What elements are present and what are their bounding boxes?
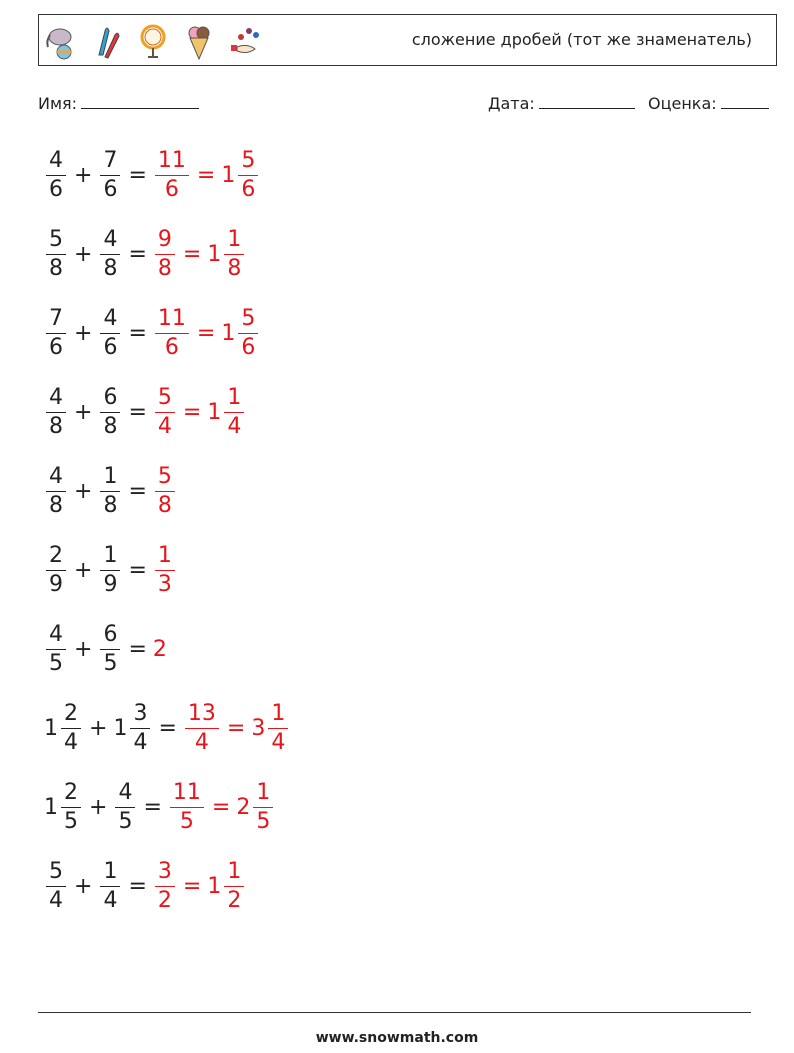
- addend-1: [44, 858, 68, 913]
- answer: [183, 700, 290, 755]
- ring-of-fire-icon: [137, 21, 169, 61]
- fraction: [155, 542, 175, 597]
- numerator: 4: [46, 466, 66, 492]
- problem-row: [44, 382, 246, 442]
- equals-sign: =: [128, 162, 147, 188]
- plus-sign: +: [74, 873, 93, 899]
- denominator: 6: [241, 176, 256, 202]
- denominator: 8: [103, 413, 118, 439]
- addend-1: [44, 779, 83, 834]
- addend-2: [98, 858, 122, 913]
- numerator: 11: [170, 782, 204, 808]
- addend-2: [98, 384, 122, 439]
- ice-cream-cone-icon: [183, 21, 215, 61]
- answer-equals-sign: =: [196, 162, 216, 188]
- numerator: 13: [185, 703, 219, 729]
- plus-sign: +: [74, 162, 93, 188]
- addend-1: [44, 384, 68, 439]
- addend-2: [113, 779, 137, 834]
- addend-1: [44, 463, 68, 518]
- problem-row: [44, 856, 246, 916]
- fraction: [224, 226, 244, 281]
- grade-line[interactable]: [721, 94, 769, 109]
- fraction: [46, 621, 66, 676]
- denominator: 5: [49, 650, 63, 676]
- problem-row: [44, 145, 260, 205]
- numerator: 5: [155, 387, 175, 413]
- fraction: [100, 621, 120, 676]
- fraction: [155, 384, 175, 439]
- numerator: 5: [238, 308, 258, 334]
- numerator: 1: [100, 861, 120, 887]
- addend-1: [44, 226, 68, 281]
- denominator: 6: [241, 334, 256, 360]
- fraction: [238, 305, 258, 360]
- problem-row: [44, 698, 290, 758]
- numerator: 1: [100, 545, 120, 571]
- answer: [153, 542, 177, 597]
- equals-sign: =: [128, 557, 147, 583]
- answer-equals-sign: =: [182, 399, 202, 425]
- numerator: 3: [130, 703, 150, 729]
- denominator: 6: [103, 176, 118, 202]
- fraction: [100, 226, 120, 281]
- plus-sign: +: [89, 794, 108, 820]
- denominator: 4: [103, 887, 118, 913]
- date-field[interactable]: [488, 94, 635, 113]
- footer-divider: [38, 1012, 751, 1013]
- numerator: 1: [224, 861, 244, 887]
- plus-sign: +: [74, 320, 93, 346]
- denominator: 4: [64, 729, 78, 755]
- addend-2: [98, 542, 122, 597]
- denominator: 5: [64, 808, 78, 834]
- answer-equals-sign: =: [196, 320, 216, 346]
- answer: [153, 305, 260, 360]
- fraction: [238, 147, 258, 202]
- numerator: 9: [155, 229, 175, 255]
- denominator: 8: [103, 492, 118, 518]
- numerator: 4: [115, 782, 135, 808]
- fraction: [130, 700, 150, 755]
- numerator: 7: [100, 150, 120, 176]
- equals-sign: =: [128, 399, 147, 425]
- numerator: 1: [268, 703, 288, 729]
- name-field[interactable]: [38, 94, 199, 113]
- numerator: 6: [100, 624, 120, 650]
- equals-sign: =: [128, 478, 147, 504]
- numerator: 4: [46, 150, 66, 176]
- grade-field[interactable]: [648, 94, 769, 113]
- denominator: 8: [49, 413, 63, 439]
- fraction: [115, 779, 135, 834]
- numerator: 3: [155, 861, 175, 887]
- equals-sign: =: [128, 636, 147, 662]
- whole-number: 1: [44, 794, 58, 820]
- whole-number: 2: [236, 794, 251, 820]
- fraction: [100, 305, 120, 360]
- denominator: 4: [49, 887, 63, 913]
- fraction: [155, 305, 189, 360]
- answer-fraction: [153, 305, 191, 360]
- addend-2: [98, 226, 122, 281]
- fraction: [100, 147, 120, 202]
- fraction: [61, 700, 81, 755]
- plus-sign: +: [74, 636, 93, 662]
- denominator: 4: [271, 729, 286, 755]
- fraction: [46, 384, 66, 439]
- denominator: 4: [157, 413, 172, 439]
- denominator: 9: [49, 571, 63, 597]
- addend-1: [44, 700, 83, 755]
- answer-equals-sign: =: [182, 873, 202, 899]
- addend-1: [44, 542, 68, 597]
- denominator: 2: [227, 887, 242, 913]
- equals-sign: =: [158, 715, 177, 741]
- denominator: 6: [164, 334, 179, 360]
- date-label: Дата:: [488, 94, 535, 113]
- answer-fraction: [153, 384, 177, 439]
- answer-mixed-number: [207, 858, 246, 913]
- numerator: 2: [46, 545, 66, 571]
- addend-2: [113, 700, 152, 755]
- answer-mixed-number: [207, 384, 246, 439]
- denominator: 6: [49, 176, 63, 202]
- answer-equals-sign: =: [211, 794, 231, 820]
- numerator: 1: [253, 782, 273, 808]
- equals-sign: =: [128, 241, 147, 267]
- answer-fraction: [153, 226, 177, 281]
- fraction: [61, 779, 81, 834]
- addend-1: [44, 305, 68, 360]
- numerator: 4: [100, 308, 120, 334]
- numerator: 4: [46, 624, 66, 650]
- addend-1: [44, 621, 68, 676]
- plus-sign: +: [74, 399, 93, 425]
- worksheet-header: [38, 14, 777, 66]
- fraction: [268, 700, 288, 755]
- answer-mixed-number: [251, 700, 290, 755]
- fraction: [253, 779, 273, 834]
- answer-whole: 2: [152, 636, 167, 662]
- fraction: [100, 542, 120, 597]
- worksheet-title: сложение дробей (тот же знаменатель): [411, 30, 752, 49]
- problem-row: [44, 461, 177, 521]
- fraction: [100, 463, 120, 518]
- juggling-balls-hand-icon: [229, 21, 261, 61]
- denominator: 2: [157, 887, 172, 913]
- answer-fraction: [153, 542, 177, 597]
- answer-fraction: [153, 463, 177, 518]
- denominator: 5: [118, 808, 133, 834]
- fraction: [224, 858, 244, 913]
- whole-number: 1: [113, 715, 128, 741]
- fraction: [46, 305, 66, 360]
- answer-mixed-number: [207, 226, 246, 281]
- header-icons: [45, 19, 261, 63]
- answer-equals-sign: =: [182, 241, 202, 267]
- denominator: 5: [103, 650, 118, 676]
- numerator: 2: [61, 782, 81, 808]
- denominator: 5: [256, 808, 271, 834]
- fraction: [155, 147, 189, 202]
- answer-mixed-number: [221, 305, 260, 360]
- answer-fraction: [168, 779, 206, 834]
- fraction: [185, 700, 219, 755]
- fraction: [46, 226, 66, 281]
- denominator: 9: [103, 571, 118, 597]
- answer: [153, 384, 246, 439]
- fraction: [155, 858, 175, 913]
- plus-sign: +: [74, 557, 93, 583]
- numerator: 6: [100, 387, 120, 413]
- numerator: 5: [155, 466, 175, 492]
- addend-2: [98, 463, 122, 518]
- answer: [168, 779, 275, 834]
- whole-number: 1: [207, 873, 222, 899]
- denominator: 8: [157, 492, 172, 518]
- denominator: 5: [179, 808, 194, 834]
- whole-number: 1: [221, 162, 236, 188]
- numerator: 11: [155, 150, 189, 176]
- answer: [153, 226, 246, 281]
- whole-number: 1: [44, 715, 58, 741]
- denominator: 6: [164, 176, 179, 202]
- answer: [153, 858, 246, 913]
- numerator: 1: [100, 466, 120, 492]
- numerator: 1: [155, 545, 175, 571]
- fraction: [224, 384, 244, 439]
- answer-fraction: [153, 147, 191, 202]
- denominator: 6: [103, 334, 118, 360]
- whole-number: 1: [207, 399, 222, 425]
- denominator: 8: [103, 255, 118, 281]
- whole-number: 1: [221, 320, 236, 346]
- numerator: 2: [61, 703, 81, 729]
- plus-sign: +: [89, 715, 108, 741]
- whole-number: 1: [207, 241, 222, 267]
- elephant-on-ball-icon: [45, 21, 77, 61]
- problem-row: [44, 303, 260, 363]
- answer: [153, 637, 167, 662]
- answer: [153, 147, 260, 202]
- fraction: [155, 226, 175, 281]
- answer: [153, 463, 177, 518]
- answer-mixed-number: [221, 147, 260, 202]
- fraction: [100, 384, 120, 439]
- name-label: Имя:: [38, 94, 78, 113]
- denominator: 8: [227, 255, 242, 281]
- plus-sign: +: [74, 478, 93, 504]
- addend-2: [98, 621, 122, 676]
- answer-mixed-number: [236, 779, 275, 834]
- equals-sign: =: [128, 320, 147, 346]
- numerator: 4: [100, 229, 120, 255]
- fraction: [46, 463, 66, 518]
- addend-2: [98, 305, 122, 360]
- denominator: 8: [49, 255, 63, 281]
- answer-fraction: [153, 858, 177, 913]
- footer-site: www.snowmath.com: [315, 1030, 479, 1046]
- juggling-clubs-icon: [91, 21, 123, 61]
- name-line[interactable]: [81, 94, 199, 109]
- denominator: 4: [133, 729, 148, 755]
- numerator: 5: [238, 150, 258, 176]
- whole-number: 3: [251, 715, 266, 741]
- denominator: 8: [49, 492, 63, 518]
- denominator: 4: [227, 413, 242, 439]
- equals-sign: =: [128, 873, 147, 899]
- problem-row: [44, 777, 275, 837]
- numerator: 1: [224, 229, 244, 255]
- grade-label: Оценка:: [648, 94, 717, 113]
- answer-fraction: [183, 700, 221, 755]
- problem-row: [44, 224, 246, 284]
- denominator: 3: [157, 571, 172, 597]
- numerator: 5: [46, 861, 66, 887]
- problem-row: [44, 619, 167, 679]
- date-line[interactable]: [539, 94, 635, 109]
- addend-1: [44, 147, 68, 202]
- addend-2: [98, 147, 122, 202]
- fraction: [155, 463, 175, 518]
- denominator: 4: [194, 729, 209, 755]
- fraction: [46, 147, 66, 202]
- equals-sign: =: [143, 794, 162, 820]
- denominator: 6: [49, 334, 63, 360]
- numerator: 5: [46, 229, 66, 255]
- numerator: 4: [46, 387, 66, 413]
- fraction: [170, 779, 204, 834]
- fraction: [46, 542, 66, 597]
- problem-row: [44, 540, 177, 600]
- numerator: 1: [224, 387, 244, 413]
- numerator: 7: [46, 308, 66, 334]
- denominator: 8: [157, 255, 172, 281]
- fraction: [100, 858, 120, 913]
- numerator: 11: [155, 308, 189, 334]
- fraction: [46, 858, 66, 913]
- plus-sign: +: [74, 241, 93, 267]
- answer-equals-sign: =: [226, 715, 246, 741]
